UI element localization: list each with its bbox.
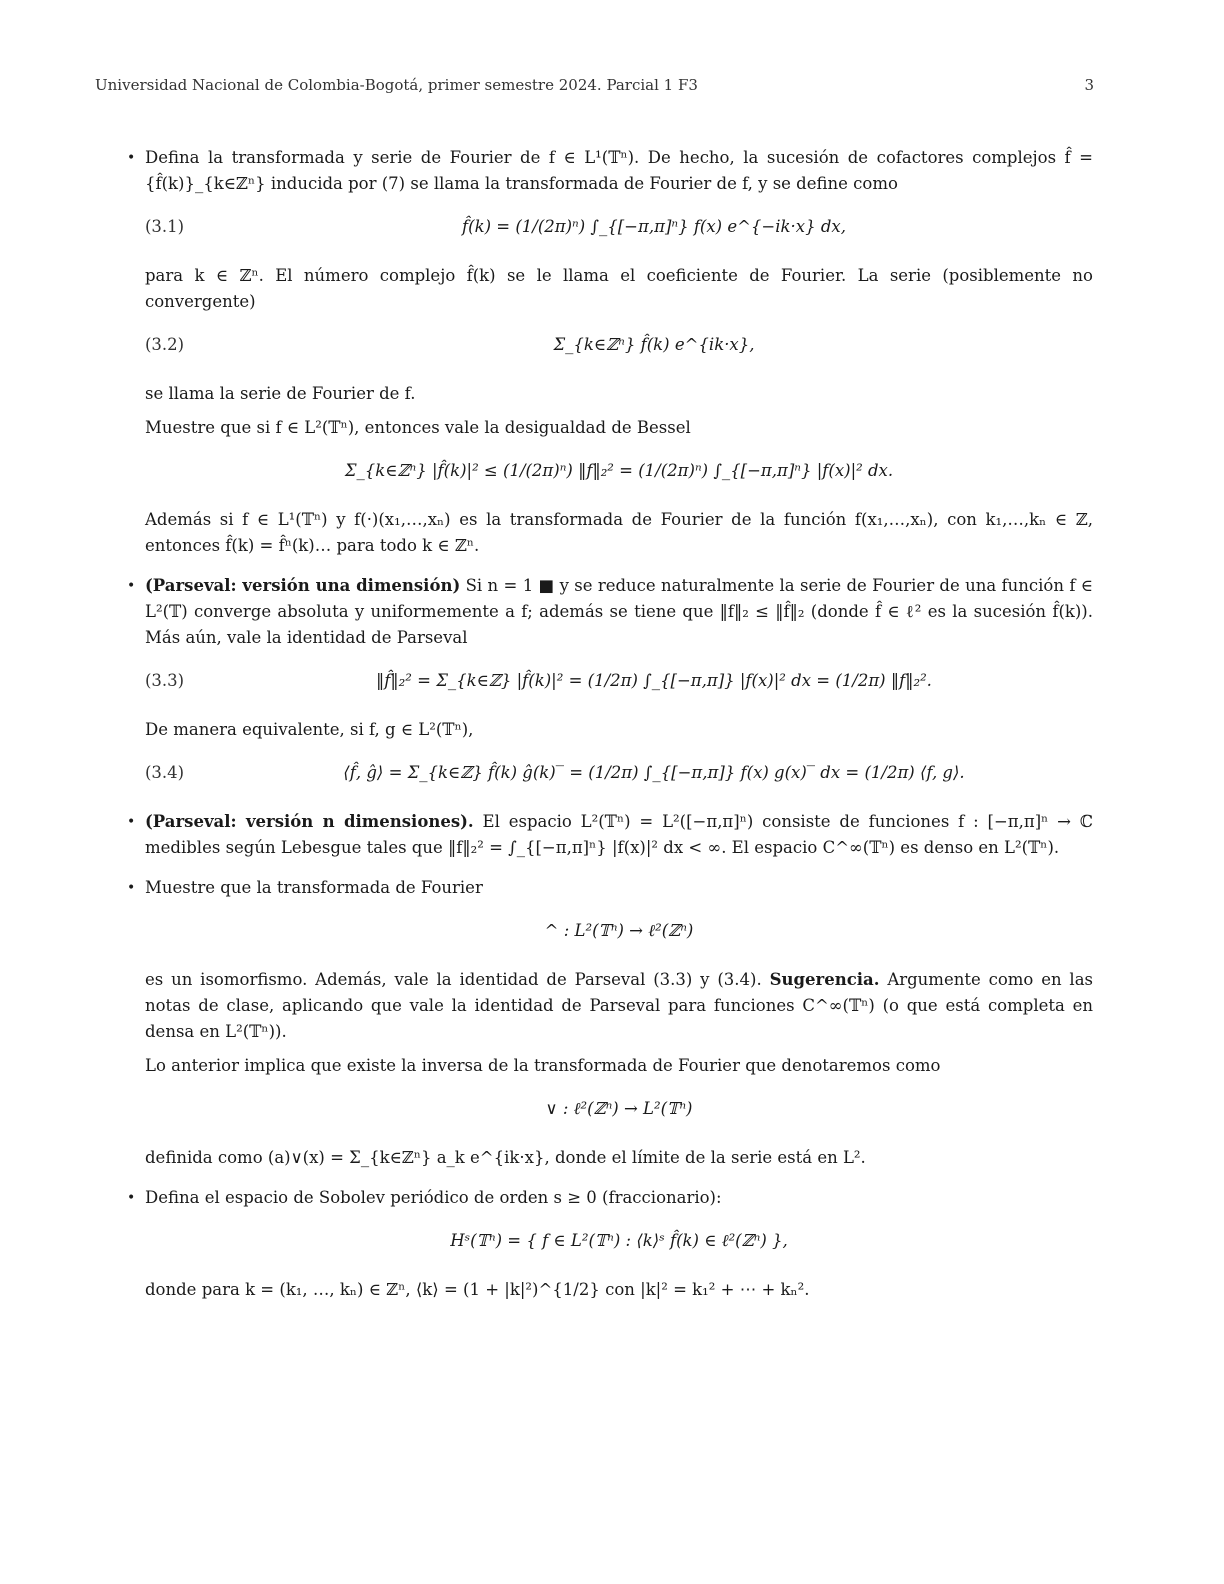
equation-3-2 (145, 323, 1093, 367)
equation-inverse-map (145, 1087, 1093, 1131)
equation-tag: (3.1) (145, 217, 185, 236)
equation-bessel (145, 449, 1093, 493)
hint-label: Sugerencia. (769, 970, 880, 989)
paragraph: Lo anterior implica que existe la inversa de la transformada de Fourier que denotaremos como (145, 1056, 941, 1075)
paragraph (145, 809, 1093, 861)
item-label: (Parseval: versión n dimensiones). (145, 812, 474, 831)
equation-math: ‖f̂‖₂² = Σ_{k∈ℤ} |f̂(k)|² = (1/2π) ∫_{[−π,π]} |f(x)|² dx = (1/2π) ‖f‖₂². (376, 671, 932, 690)
bullet-icon: • (127, 814, 136, 830)
equation-math: ∨ : ℓ²(ℤⁿ) → L²(𝕋ⁿ) (545, 1099, 693, 1118)
equation-fourier-map (145, 909, 1093, 953)
equation-tag: (3.2) (145, 335, 185, 354)
paragraph: para k ∈ ℤⁿ. El número complejo f̂(k) se le llama el coeficiente de Fourier. La serie (posiblemente no convergente) (145, 266, 1093, 311)
page-number: 3 (1084, 76, 1094, 94)
item-text: Si n = 1 ■ y se reduce naturalmente la serie de Fourier de una función f ∈ L²(𝕋) converge absoluta y uniformemente a f; además se tiene que ‖f‖₂ ≤ ‖f̂‖₂ (donde f̂ ∈ ℓ² es la sucesión f̂(k)). Más aún, vale la identidad de Parseval (145, 576, 1093, 647)
equation-3-1 (145, 205, 1093, 249)
equation-math: ⟨f̂, ĝ⟩ = Σ_{k∈ℤ} f̂(k) ĝ(k)‾ = (1/2π) ∫_{[−π,π]} f(x) g(x)‾ dx = (1/2π) ⟨f, g⟩. (343, 763, 965, 782)
equation-math: Σ_{k∈ℤⁿ} f̂(k) e^{ik·x}, (553, 335, 755, 354)
equation-tag: (3.4) (145, 763, 185, 782)
equation-math: Σ_{k∈ℤⁿ} |f̂(k)|² ≤ (1/(2π)ⁿ) ‖f‖₂² = (1/(2π)ⁿ) ∫_{[−π,π]ⁿ} |f(x)|² dx. (344, 461, 894, 480)
paragraph: donde para k = (k₁, …, kₙ) ∈ ℤⁿ, ⟨k⟩ = (1 + |k|²)^{1/2} con |k|² = k₁² + ⋯ + kₙ². (145, 1280, 810, 1299)
item-text: El espacio L²(𝕋ⁿ) = L²([−π,π]ⁿ) consiste de funciones f : [−π,π]ⁿ → ℂ medibles según Lebesgue tales que ‖f‖₂² = ∫_{[−π,π]ⁿ} |f(x)|² dx < ∞. El espacio C^∞(𝕋ⁿ) es denso en L²(𝕋ⁿ). (145, 812, 1093, 857)
paragraph: se llama la serie de Fourier de f. (145, 384, 416, 403)
equation-math: f̂(k) = (1/(2π)ⁿ) ∫_{[−π,π]ⁿ} f(x) e^{−ik·x} dx, (462, 217, 846, 236)
page-body (125, 145, 1093, 1317)
paragraph: Muestre que si f ∈ L²(𝕋ⁿ), entonces vale la desigualdad de Bessel (145, 418, 691, 437)
bullet-parseval-1d (125, 573, 1093, 795)
bullet-sobolev (125, 1185, 1093, 1303)
equation-math: Hˢ(𝕋ⁿ) = { f ∈ L²(𝕋ⁿ) : ⟨k⟩ˢ f̂(k) ∈ ℓ²(ℤⁿ) }, (450, 1231, 788, 1250)
bullet-icon: • (127, 1190, 136, 1206)
paragraph: Además si f ∈ L¹(𝕋ⁿ) y f(·)(x₁,…,xₙ) es la transformada de Fourier de la función f(x₁,…,xₙ), con k₁,…,kₙ ∈ ℤ, entonces f̂(k) = f̂ⁿ(k)… para todo k ∈ ℤⁿ. (145, 510, 1093, 555)
paragraph: Defina la transformada y serie de Fourier de f ∈ L¹(𝕋ⁿ). De hecho, la sucesión de cofactores complejos f̂ = {f̂(k)}_{k∈ℤⁿ} inducida por (7) se llama la transformada de Fourier de f, y se define como (145, 148, 1093, 193)
equation-sobolev (145, 1219, 1093, 1263)
bullet-icon: • (127, 578, 136, 594)
bullet-icon: • (127, 150, 136, 166)
equation-math: ^ : L²(𝕋ⁿ) → ℓ²(ℤⁿ) (544, 921, 694, 940)
bullet-parseval-nd (125, 809, 1093, 861)
bullet-icon: • (127, 880, 136, 896)
paragraph (145, 573, 1093, 651)
paragraph: Defina el espacio de Sobolev periódico de orden s ≥ 0 (fraccionario): (145, 1188, 722, 1207)
bullet-fourier-series (125, 145, 1093, 559)
bullet-isometry (125, 875, 1093, 1171)
running-header (95, 76, 1094, 94)
equation-3-4 (145, 751, 1093, 795)
running-title: Universidad Nacional de Colombia-Bogotá, primer semestre 2024. Parcial 1 F3 (95, 76, 698, 94)
paragraph (145, 967, 1093, 1045)
paragraph: definida como (a)∨(x) = Σ_{k∈ℤⁿ} a_k e^{ik·x}, donde el límite de la serie está en L². (145, 1148, 866, 1167)
paragraph: De manera equivalente, si f, g ∈ L²(𝕋ⁿ), (145, 720, 474, 739)
paragraph: Muestre que la transformada de Fourier (145, 878, 483, 897)
item-label: (Parseval: versión una dimensión) (145, 576, 461, 595)
hint-text: Argumente como en las notas de clase, aplicando que vale la identidad de Parseval para funciones C^∞(𝕋ⁿ) (o que está completa en densa en L²(𝕋ⁿ)). (145, 970, 1094, 1041)
equation-3-3 (145, 659, 1093, 703)
item-text: es un isomorfismo. Además, vale la identidad de Parseval (3.3) y (3.4). (145, 970, 762, 989)
equation-tag: (3.3) (145, 671, 185, 690)
